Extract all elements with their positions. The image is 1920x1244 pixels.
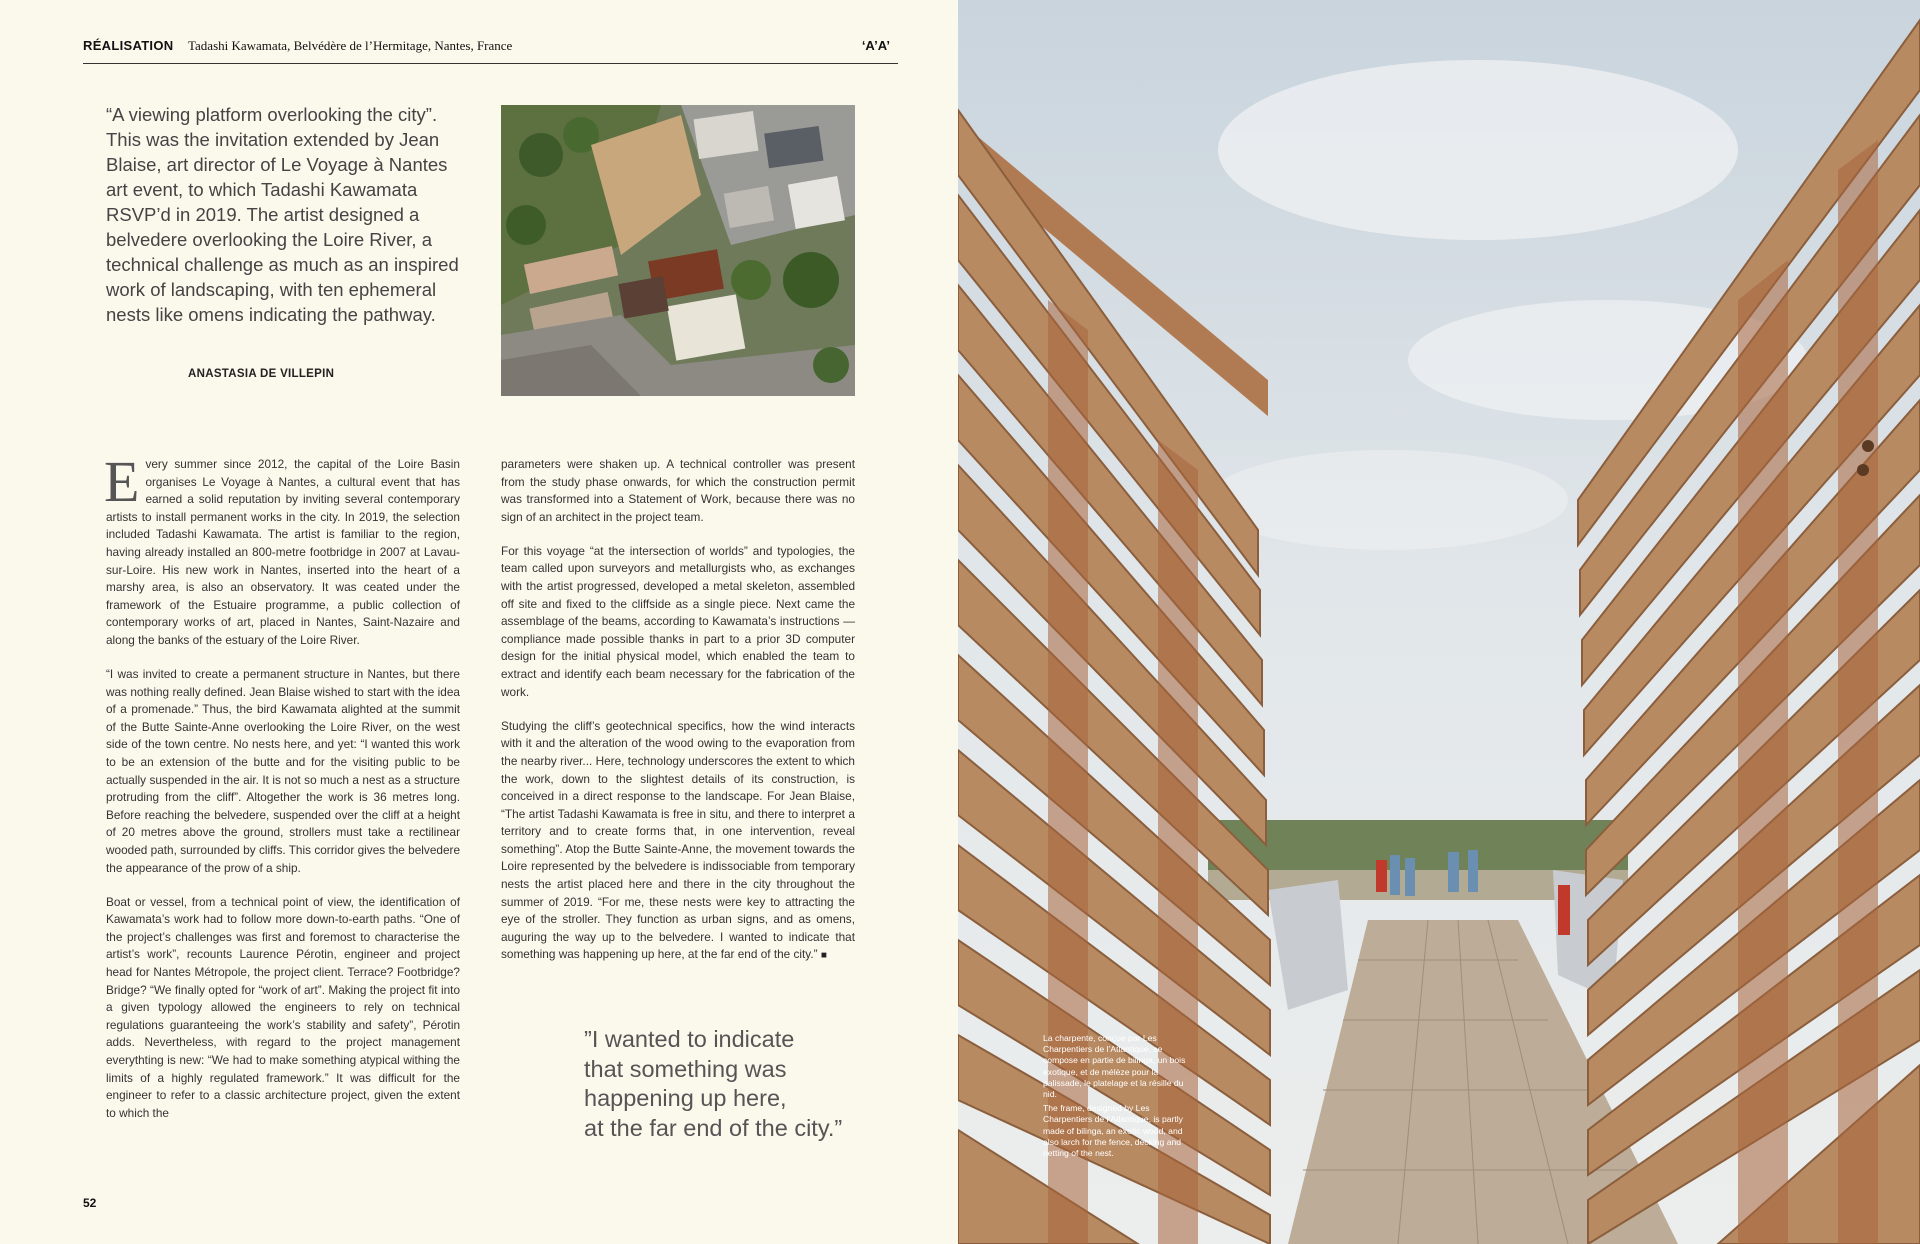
body-paragraph: “I was invited to create a permanent structure in Nantes, but there was nothing really defined. Jean Blaise wished to start with the idea of a promenade.” Thus, the bird Kawamata alighted at the summit of the Butte Sainte-Anne overlooking the Loire River, on the west side of the town centre. No nests here, and yet: “I wanted this work to be an extension of the butte and for the visiting public to be actually suspended in the air. It is not so much a nest as a structure protruding from the cliff”. Altogether the work is 36 metres long. Before reaching the belvedere, suspended over the cliff at a height of 20 metres above the ground, strollers must take a rectilinear wooded path, surrounded by cliffs. This corridor gives the belvedere the appearance of the prow of a ship. (106, 667, 460, 875)
aerial-photo (501, 105, 855, 396)
caption-french: La charpente, conçue par Les Charpentiers de l’Atlantique, se compose en partie de bilinga, un bois exotique, et de mélèze pour la palissade, le platelage et la résille du nid. (1043, 1033, 1186, 1100)
pull-quote-line: that something was (584, 1055, 787, 1082)
body-text: very summer since 2012, the capital of the Loire Basin organises Le Voyage à Nantes, a cultural event that has earned a solid reputation by inviting several contemporary artists to install permanent works in the city. In 2019, the selection included Tadashi Kawamata. The artist is familiar to the region, having already installed an 800-metre footbridge in 2007 at Lavau-sur-Loire. His new work in Nantes, inserted into the heart of a marshy area, is also an observatory. It was ceated under the framework of the Estuaire programme, a public collection of contemporary works of art, placed in Nantes, Saint-Nazaire and along the banks of the estuary of the Loire River. (106, 457, 460, 647)
pull-quote-line: ”I wanted to indicate (584, 1026, 795, 1052)
body-paragraph: Boat or vessel, from a technical point of view, the identification of Kawamata’s work had to follow more down-to-earth paths. “One of the project’s challenges was first and foremost to characterise the artist’s work”, recounts Laurence Pérotin, engineer and project head for Nantes Métropole, the project client. Terrace? Footbridge? Bridge? “We finally opted for “work of art”. Making the project fit into a given typology allowed the engineers to rely on technical regulations guaranteeing the work’s stability and safety”, Pérotin adds. Nevertheless, with regard to the project management everythting is new: “We had to make something atypical withing the limits of a highly regulated framework.” It was difficult for the engineer to refer to a classic architecture project, given the extent to which the (106, 894, 460, 1120)
end-mark: ■ (820, 950, 827, 962)
pull-quote-line: happening up here, (584, 1085, 787, 1111)
article-subtitle: Tadashi Kawamata, Belvédère de l’Hermitage, Nantes, France (188, 38, 513, 53)
author-byline: ANASTASIA DE VILLEPIN (188, 368, 335, 380)
body-text: Studying the cliff’s geotechnical specifics, how the wind interacts with it and the alteration of the wood owing to the evaporation from the nearby river... Here, technology underscores the extent to which the work, down to the slightest details of its construction, is conceived in a direct response to the landscape. For Jean Blaise, “The artist Tadashi Kawamata is free in situ, and there to interpret a territory and to create forms that, in one intervention, reveal something”. Atop the Butte Sainte-Anne, the movement towards the Loire represented by the belvedere is indissociable from temporary nests the artist placed here and there in the city throughout the summer of 2019. “For me, these nests were key to attracting the eye of the stroller. They function as urban signs, and as omens, auguring the way up to the belvedere. I wanted to indicate that something was happening up here, at the far end of the city.” (501, 718, 855, 962)
body-paragraph (104, 449, 460, 650)
body-column-2 (501, 456, 855, 982)
page-number: 52 (83, 1196, 97, 1210)
body-column-1 (104, 449, 460, 1139)
section-label: RÉALISATION (83, 38, 174, 53)
intro-paragraph: “A viewing platform overlooking the city”. This was the invitation extended by Jean Blaise, art director of Le Voyage à Nantes art event, to which Tadashi Kawamata RSVP’d in 2019. The artist designed a belvedere overlooking the Loire River, a technical challenge as much as an inspired work of landscaping, with ten ephemeral nests like omens indicating the pathway. (106, 104, 459, 325)
running-header (83, 38, 898, 64)
caption-english: The frame, designed by Les Charpentiers de l’Atlantique, is partly made of bilinga, an exotic wood, and also larch for the fence, decking and netting of the nest. (1043, 1103, 1183, 1159)
body-paragraph: For this voyage “at the intersection of worlds” and typologies, the team called upon surveyors and metallurgists who, as exchanges with the artist progressed, developed a metal skeleton, assembled off site and fixed to the cliffside as a single piece. Next came the assemblage of the beams, according to Kawamata’s instructions — compliance made possible thanks in part to a prior 3D computer design for the initial physical model, which enabled the team to extract and identify each beam necessary for the fabrication of the work. (501, 543, 855, 699)
magazine-logo: ‘A’A’ (861, 38, 890, 53)
body-paragraph (501, 718, 855, 965)
drop-cap: E (104, 449, 140, 514)
pull-quote-line: at the far end of the city.” (584, 1114, 843, 1141)
photo-caption (1043, 1033, 1193, 1162)
left-page (0, 0, 958, 1244)
pull-quote (584, 1025, 884, 1143)
body-paragraph: parameters were shaken up. A technical controller was present from the study phase onwards, for which the construction permit was transformed into a Statement of Work, because there was no sign of an architect in the project team. (501, 457, 855, 524)
